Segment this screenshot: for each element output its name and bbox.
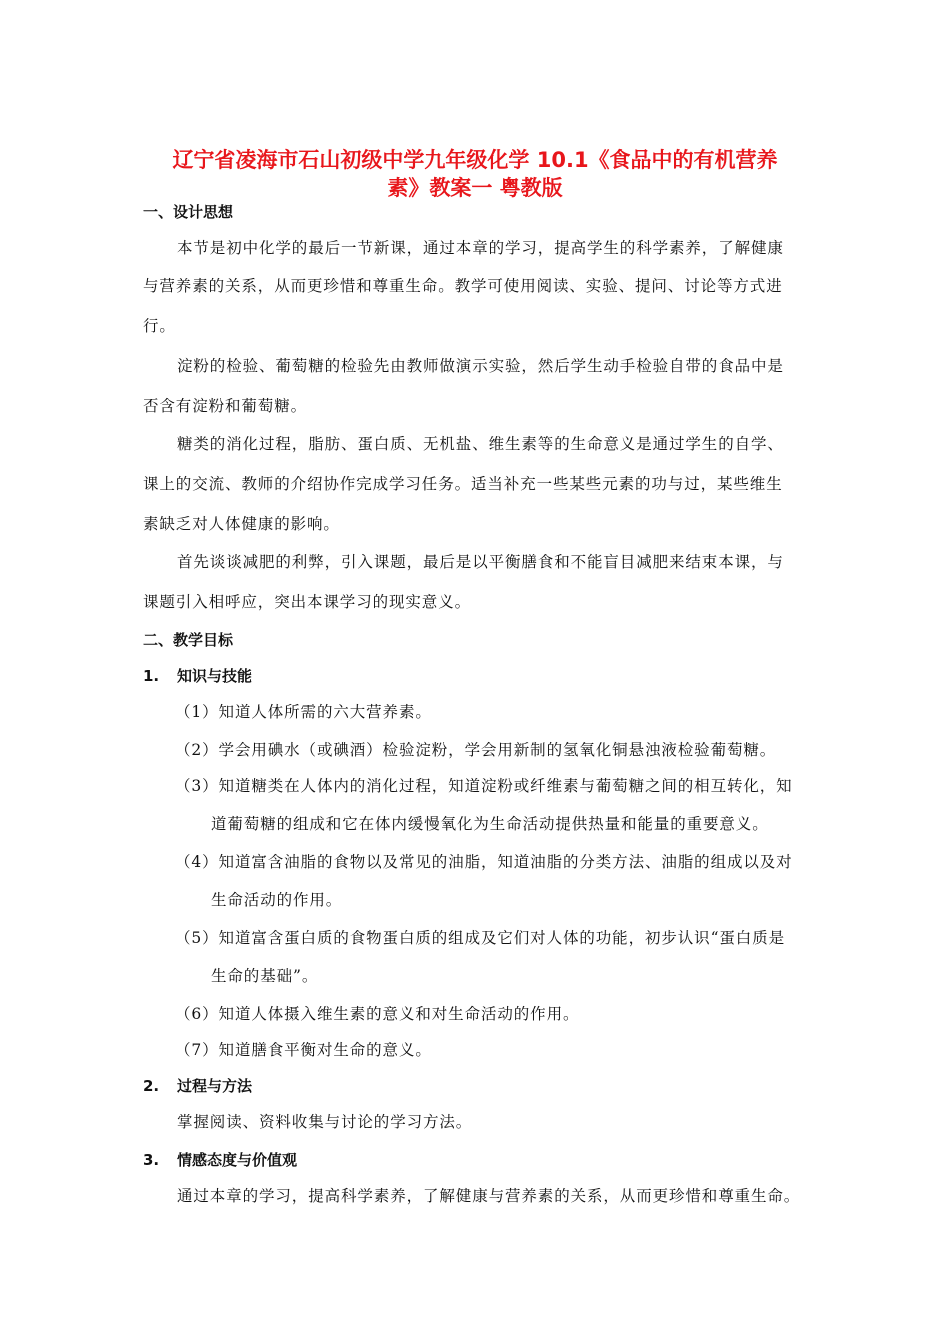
paragraph-line: 掌握阅读、资料收集与讨论的学习方法。	[177, 1113, 473, 1131]
subsection-heading	[143, 1076, 252, 1096]
paragraph-line: 课上的交流、教师的介绍协作完成学习任务。适当补充一些某些元素的功与过，某些维生	[143, 475, 783, 493]
document-title	[150, 146, 800, 202]
subsection-label: 过程与方法	[177, 1077, 253, 1095]
subsection-number: 3.	[143, 1151, 160, 1169]
list-item: （4）知道富含油脂的食物以及常见的油脂，知道油脂的分类方法、油脂的组成以及对	[175, 853, 793, 871]
subsection-label: 情感态度与价值观	[177, 1151, 298, 1169]
list-item: （3）知道糖类在人体内的消化过程，知道淀粉或纤维素与葡萄糖之间的相互转化，知	[175, 777, 793, 795]
section-heading-design: 一、设计思想	[143, 203, 234, 221]
section-heading-objectives: 二、教学目标	[143, 631, 234, 649]
paragraph-line: 淀粉的检验、葡萄糖的检验先由教师做演示实验，然后学生动手检验自带的食品中是	[177, 357, 784, 375]
paragraph-line: 首先谈谈减肥的利弊，引入课题，最后是以平衡膳食和不能盲目减肥来结束本课，与	[177, 553, 784, 571]
paragraph-line: 课题引入相呼应，突出本课学习的现实意义。	[143, 593, 472, 611]
list-item-continuation: 生命的基础”。	[211, 967, 319, 985]
subsection-heading	[143, 1150, 297, 1170]
list-item: （5）知道富含蛋白质的食物蛋白质的组成及它们对人体的功能，初步认识“蛋白质是	[175, 929, 785, 947]
title-line-1: 辽宁省凌海市石山初级中学九年级化学 10.1《食品中的有机营养	[172, 148, 778, 172]
subsection-heading	[143, 666, 252, 686]
list-item-continuation: 道葡萄糖的组成和它在体内缓慢氧化为生命活动提供热量和能量的重要意义。	[211, 815, 769, 833]
list-item: （2）学会用碘水（或碘酒）检验淀粉，学会用新制的氢氧化铜悬浊液检验葡萄糖。	[175, 741, 777, 759]
paragraph-line: 糖类的消化过程，脂肪、蛋白质、无机盐、维生素等的生命意义是通过学生的自学、	[177, 435, 784, 453]
paragraph-line: 否含有淀粉和葡萄糖。	[143, 397, 308, 415]
paragraph-line: 本节是初中化学的最后一节新课，通过本章的学习，提高学生的科学素养，了解健康	[177, 239, 784, 257]
list-item-continuation: 生命活动的作用。	[211, 891, 343, 909]
list-item: （6）知道人体摄入维生素的意义和对生命活动的作用。	[175, 1005, 580, 1023]
subsection-label: 知识与技能	[177, 667, 253, 685]
paragraph-line: 素缺乏对人体健康的影响。	[143, 515, 340, 533]
list-item: （1）知道人体所需的六大营养素。	[175, 703, 432, 721]
paragraph-line: 与营养素的关系，从而更珍惜和尊重生命。教学可使用阅读、实验、提问、讨论等方式进	[143, 277, 783, 295]
list-item: （7）知道膳食平衡对生命的意义。	[175, 1041, 432, 1059]
subsection-number: 2.	[143, 1077, 160, 1095]
subsection-number: 1.	[143, 667, 160, 685]
title-line-2: 素》教案一 粤教版	[387, 176, 563, 200]
paragraph-line: 行。	[143, 317, 176, 335]
paragraph-line: 通过本章的学习，提高科学素养，了解健康与营养素的关系，从而更珍惜和尊重生命。	[177, 1187, 801, 1205]
